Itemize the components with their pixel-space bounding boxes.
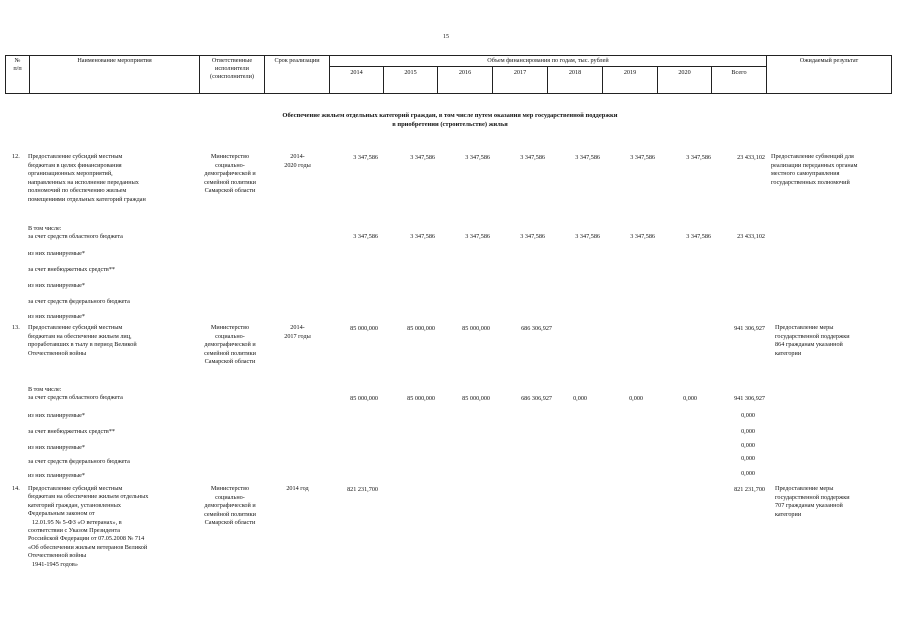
header-responsible-2: исполнители (215, 65, 249, 72)
sub-value: 3 347,586 (575, 233, 600, 240)
sub-label: за счет внебюджетных средств** (28, 266, 116, 273)
page-number: 15 (443, 34, 449, 40)
sub-label: за счет внебюджетных средств** (28, 428, 116, 435)
header-funding: Объем финансирования по годам, тыс. рублей (487, 57, 609, 64)
sub-label: В том числе: (28, 225, 62, 232)
item-name: Предоставление субсидий местным бюджетам на обеспечение жильем отдельных категорий граждан, установленных Федеральным законом от 12.01.95 № 5-ФЗ «О ветеранах», в соответствии с Указом Президента Российской Федерации от 07.05.2008 № 714 «Об обеспечении жильем ветеранов Великой Отечественной войны 1941-1945 годов» (28, 485, 149, 568)
item-name: Предоставление субсидий местным бюджетам в целях финансирования организационных мероприятий, направленных на исполнение переданных полномочий по обеспечению жильем помещениями отдельных категорий граждан (28, 153, 146, 203)
header-total: Всего (731, 69, 747, 76)
item-result: Предоставление меры государственной поддержки 864 гражданам указанной категории (775, 324, 850, 357)
header-result: Ожидаемый результат (799, 57, 859, 64)
sub-label: из них планируемые* (28, 444, 86, 451)
sub-value: 0,000 (683, 395, 697, 402)
sub-label: за счет средств федерального бюджета (28, 298, 130, 305)
item-responsible: Министерство социально- демографической и семейной политики Самарской области (204, 153, 256, 195)
sub-value: 85 000,000 (462, 395, 490, 402)
value-2019: 3 347,586 (630, 154, 655, 161)
sub-total: 0,000 (741, 455, 755, 462)
header-year: 2015 (404, 69, 417, 76)
sub-total: 941 306,927 (734, 395, 765, 402)
value-2020: 3 347,586 (686, 154, 711, 161)
sub-label: В том числе: (28, 386, 62, 393)
sub-total: 0,000 (741, 412, 755, 419)
item-number: 14. (12, 485, 20, 492)
sub-value: 3 347,586 (686, 233, 711, 240)
item-period: 2014 год (286, 485, 309, 492)
header-year: 2016 (458, 69, 472, 76)
sub-label: из них планируемые* (28, 313, 86, 320)
sub-value: 85 000,000 (407, 395, 435, 402)
value-total: 821 231,700 (734, 486, 765, 493)
item-name: Предоставление субсидий местным бюджетам на обеспечение жильем лиц, проработавших в тылу в период Великой Отечественной войны (28, 324, 137, 357)
sub-value: 0,000 (573, 395, 587, 402)
item-responsible: Министерство социально- демографической и семейной политики Самарской области (204, 485, 256, 527)
item-number: 12. (12, 153, 20, 160)
header-responsible-3: (соисполнители) (210, 73, 254, 80)
header-year: 2017 (513, 69, 527, 76)
value-total: 941 306,927 (734, 325, 765, 332)
header-year: 2019 (623, 69, 637, 76)
item-result: Предоставление субвенций для реализации переданных органам местного самоуправления государственных полномочий (771, 153, 858, 186)
value-2014: 85 000,000 (350, 325, 378, 332)
value-2015: 3 347,586 (410, 154, 435, 161)
sub-value: 3 347,586 (410, 233, 435, 240)
value-2014: 3 347,586 (353, 154, 378, 161)
header-num-2: п/п (13, 65, 22, 72)
sub-value: 3 347,586 (520, 233, 545, 240)
header-name: Наименование мероприятия (77, 57, 152, 64)
sub-value: 3 347,586 (630, 233, 655, 240)
header-num: № (14, 57, 21, 64)
value-2017: 3 347,586 (520, 154, 545, 161)
table-header (5, 55, 892, 94)
sub-value: 3 347,586 (465, 233, 490, 240)
sub-label: из них планируемые* (28, 282, 86, 289)
sub-total: 0,000 (741, 428, 755, 435)
sub-value: 0,000 (629, 395, 643, 402)
sub-label: из них планируемые* (28, 250, 86, 257)
sub-label: за счет средств федерального бюджета (28, 458, 130, 465)
item-number: 13. (12, 324, 20, 331)
section-title: Обеспечение жильем отдельных категорий граждан, в том числе путем оказания мер государственной поддержки в приобретении (строительстве) жилья (282, 112, 618, 128)
sub-label: за счет средств областного бюджета (28, 394, 123, 401)
sub-value: 85 000,000 (350, 395, 378, 402)
sub-label: из них планируемые* (28, 472, 86, 479)
value-2016: 85 000,000 (462, 325, 490, 332)
header-responsible-1: Ответственные (211, 57, 253, 64)
header-period: Срок реализации (274, 57, 320, 64)
value-2017: 686 306,927 (521, 325, 552, 332)
value-2018: 3 347,586 (575, 154, 600, 161)
item-result: Предоставление меры государственной поддержки 707 гражданам указанной категории (775, 485, 850, 518)
header-year: 2014 (350, 69, 363, 76)
value-2015: 85 000,000 (407, 325, 435, 332)
sub-value: 686 306,927 (521, 395, 552, 402)
sub-label: из них планируемые* (28, 412, 86, 419)
value-total: 23 433,102 (737, 154, 765, 161)
header-year: 2018 (568, 69, 582, 76)
sub-value: 3 347,586 (353, 233, 378, 240)
header-year: 2020 (678, 69, 691, 76)
value-2014: 821 231,700 (347, 486, 378, 493)
sub-total: 0,000 (741, 470, 755, 477)
value-2016: 3 347,586 (465, 154, 490, 161)
sub-total: 0,000 (741, 442, 755, 449)
item-period: 2014- 2017 годы (284, 324, 311, 340)
item-responsible: Министерство социально- демографической и семейной политики Самарской области (204, 324, 256, 366)
item-period: 2014- 2020 годы (284, 153, 311, 169)
sub-total: 23 433,102 (737, 233, 765, 240)
sub-label: за счет средств областного бюджета (28, 233, 123, 240)
